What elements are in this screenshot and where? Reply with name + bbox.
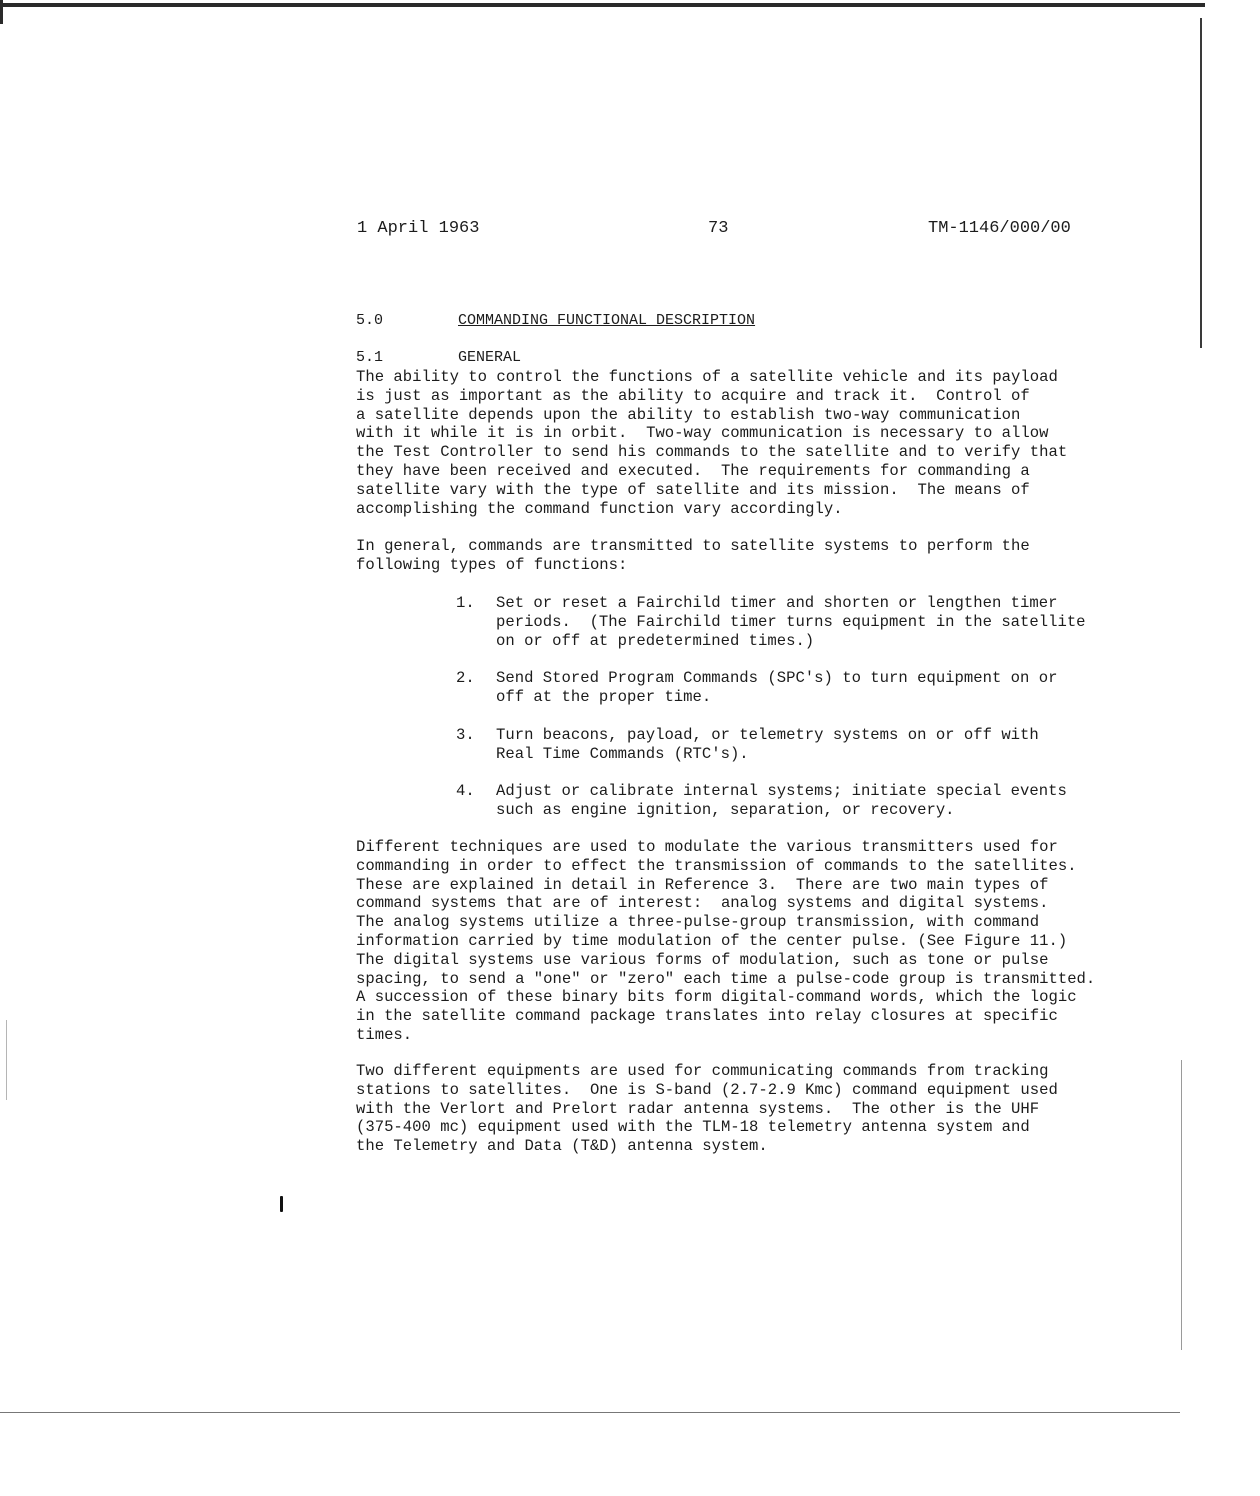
section-title: COMMANDING FUNCTIONAL DESCRIPTION <box>458 312 756 329</box>
list-item-number: 1. <box>456 594 475 612</box>
list-item-text: Send Stored Program Commands (SPC's) to turn equipment on or off at the proper time. <box>496 669 1058 706</box>
header-document-id: TM-1146/000/00 <box>928 219 1071 238</box>
section-number: 5.0 <box>356 312 384 329</box>
scan-edge-top <box>0 3 1205 7</box>
list-item-text: Turn beacons, payload, or telemetry systems on or off with Real Time Commands (RTC's). <box>496 726 1039 763</box>
paragraph-modulation-techniques: Different techniques are used to modulate the various transmitters used for commanding in order to effect the transmission of commands to the satellites. These are explained in detail in Reference 3. There are two main types of command systems that are of interest: analog systems and digital systems. The analog systems utilize a three-pulse-group transmission, with command information carried by time modulation of the center pulse. (See Figure 11.) The digital systems use various forms of modulation, such as tone or pulse spacing, to send a "one" or "zero" each time a pulse-code group is transmitted. A succession of these binary bits form digital-command words, which the logic in the satellite command package translates into relay closures at specific times. <box>356 838 1096 1044</box>
header-date: 1 April 1963 <box>357 219 480 238</box>
list-item-text: Adjust or calibrate internal systems; initiate special events such as engine ignition, separation, or recovery. <box>496 782 1067 819</box>
scan-edge-left-lower <box>6 1020 7 1100</box>
paragraph-function-types: In general, commands are transmitted to satellite systems to perform the following types of functions: <box>356 537 1030 574</box>
binding-mark <box>280 1196 283 1212</box>
list-item-number: 3. <box>456 726 475 744</box>
list-item-number: 2. <box>456 669 475 687</box>
subsection-title: GENERAL <box>458 349 522 366</box>
scan-edge-corner <box>0 0 3 24</box>
paragraph-command-equipment: Two different equipments are used for communicating commands from tracking stations to satellites. One is S-band (2.7-2.9 Kmc) command equipment used with the Verlort and Prelort radar antenna systems. The other is the UHF (375-400 mc) equipment used with the TLM-18 telemetry antenna system and the Telemetry and Data (T&D) antenna system. <box>356 1062 1058 1156</box>
header-page-number: 73 <box>708 219 729 238</box>
paragraph-introduction: The ability to control the functions of a satellite vehicle and its payload is just as important as the ability to acquire and track it. Control of a satellite depends upon the ability to establish two-way communication with it while it is in orbit. Two-way communication is necessary to allow the Test Controller to send his commands to the satellite and to verify that they have been received and executed. The requirements for commanding a satellite vary with the type of satellite and its mission. The means of accomplishing the command function vary accordingly. <box>356 368 1068 518</box>
list-item-number: 4. <box>456 782 475 800</box>
scan-edge-right <box>1200 18 1202 348</box>
subsection-number: 5.1 <box>356 349 384 366</box>
scan-edge-bottom <box>0 1412 1180 1413</box>
list-item-text: Set or reset a Fairchild timer and shorten or lengthen timer periods. (The Fairchild timer turns equipment in the satellite on or off at predetermined times.) <box>496 594 1086 650</box>
scan-edge-right-lower <box>1181 1060 1182 1350</box>
